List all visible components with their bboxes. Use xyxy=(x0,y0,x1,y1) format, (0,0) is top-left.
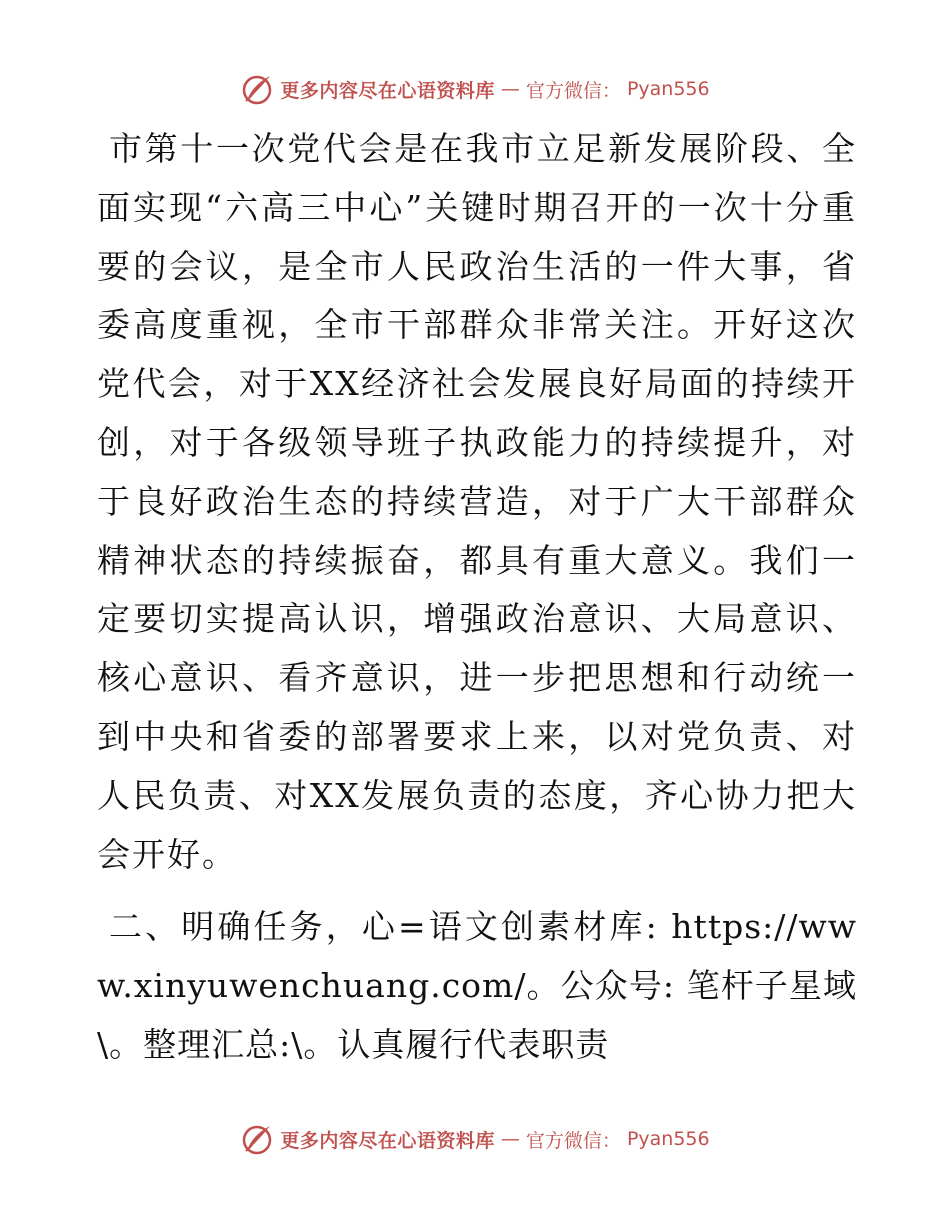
footer-watermark xyxy=(0,1122,950,1156)
watermark-sub-text: 官方微信： xyxy=(525,79,621,102)
watermark-id-text: Pyan556 xyxy=(626,78,710,100)
watermark-dash: — xyxy=(500,78,520,100)
paragraph-2: 二、明确任务，心=语文创素材库: https://www.xinyuwenchuang.com/。公众号: 笔杆子星域\。整理汇总:\。认真履行代表职责 xyxy=(97,907,857,1064)
paragraph-1: 市第十一次党代会是在我市立足新发展阶段、全面实现“六高三中心”关键时期召开的一次十分重要的会议，是全市人民政治生活的一件大事，省委高度重视，全市干部群众非常关注。开好这次党代会，对于XX经济社会发展良好局面的持续开创，对于各级领导班子执政能力的持续提升，对于良好政治生态的持续营造，对于广大干部群众精神状态的持续振奋，都具有重大意义。我们一定要切实提高认识，增强政治意识、大局意识、核心意识、看齐意识，进一步把思想和行动统一到中央和省委的部署要求上来，以对党负责、对人民负责、对XX发展负责的态度，齐心协力把大会开好。 xyxy=(97,129,857,874)
header-watermark xyxy=(0,72,950,106)
watermark-id-text: Pyan556 xyxy=(626,1128,710,1150)
watermark-main-text: 更多内容尽在心语资料库 xyxy=(280,1129,495,1152)
quill-logo-icon xyxy=(240,1122,274,1156)
watermark-dash: — xyxy=(500,1128,520,1150)
document-body xyxy=(97,120,857,1075)
watermark-main-text: 更多内容尽在心语资料库 xyxy=(280,79,495,102)
quill-logo-icon xyxy=(240,72,274,106)
watermark-sub-text: 官方微信： xyxy=(525,1129,621,1152)
